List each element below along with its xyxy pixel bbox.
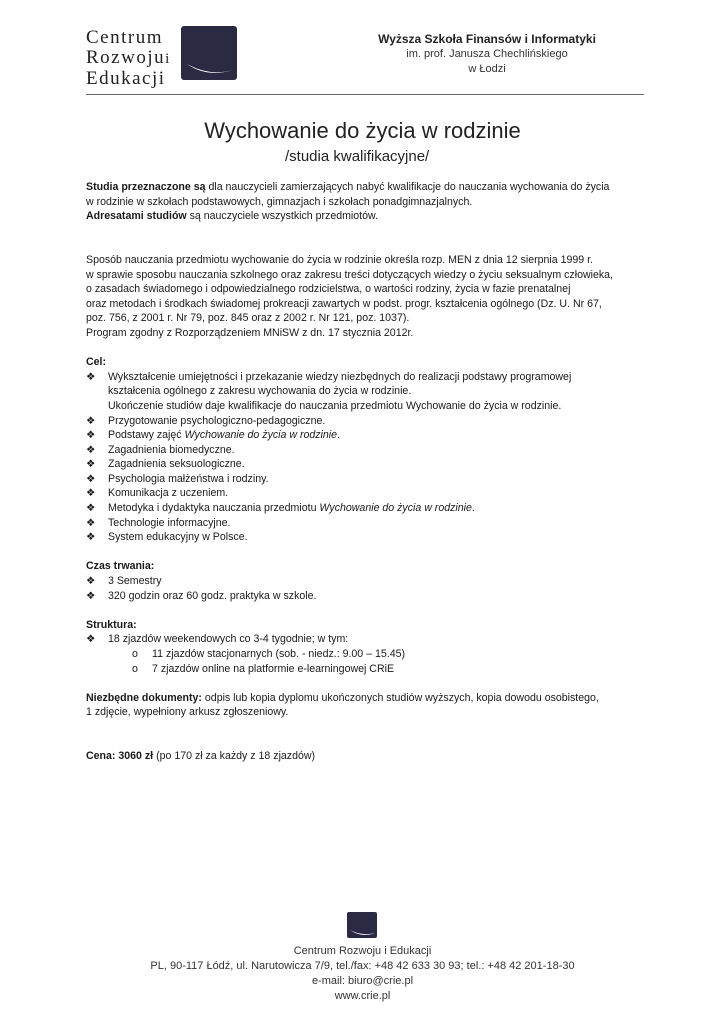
intro-text-1: dla nauczycieli zamierzających nabyć kwalifikacje do nauczania wychowania do życia bbox=[205, 181, 610, 193]
goal-item bbox=[86, 530, 646, 545]
school-name: Wyższa Szkoła Finansów i Informatyki bbox=[378, 32, 596, 46]
price-line bbox=[86, 749, 646, 764]
goal-item-italic: Wychowanie do życia w rodzinie bbox=[319, 502, 472, 515]
method-line: w sprawie sposobu nauczania szkolnego oraz zakresu treści dotyczących wiedzy o życiu seksualnym człowieka, bbox=[86, 268, 613, 281]
intro-text-2: są nauczyciele wszystkich przedmiotów. bbox=[186, 210, 379, 223]
crie-logo-mark-icon bbox=[181, 26, 237, 80]
bullet-icon: ❖ bbox=[86, 414, 96, 427]
bullet-icon: ❖ bbox=[86, 575, 96, 588]
bullet-icon: ❖ bbox=[86, 429, 96, 442]
documents-line1 bbox=[86, 691, 646, 706]
bullet-icon: ❖ bbox=[86, 487, 96, 500]
structure-subitem-text: 7 zjazdów online na platformie e-learningowej CRiE bbox=[152, 662, 395, 675]
goal-item bbox=[86, 501, 646, 516]
logo-line3: Edukacji bbox=[86, 68, 166, 89]
goal-item-text: System edukacyjny w Polsce. bbox=[108, 531, 248, 544]
header-divider bbox=[86, 94, 644, 95]
goal-item-text: . bbox=[471, 502, 475, 515]
sub-bullet-icon: o bbox=[132, 648, 138, 660]
intro-line3 bbox=[86, 209, 646, 224]
goal-item bbox=[86, 443, 646, 458]
intro-line2: w rodzinie w szkołach podstawowych, gimnazjach i szkołach ponadgimnazjalnych. bbox=[86, 195, 473, 208]
documents-line2: 1 zdjęcie, wypełniony arkusz zgłoszeniowy. bbox=[86, 706, 289, 719]
goal-item-text: Przygotowanie psychologiczno-pedagogiczne. bbox=[108, 414, 326, 427]
method-line: o zasadach świadomego i odpowiedzialnego rodzicielstwa, o wartości rodziny, życia w fazie prenatalnej bbox=[86, 283, 571, 296]
bullet-icon: ❖ bbox=[86, 531, 96, 544]
duration-heading: Czas trwania: bbox=[86, 560, 155, 573]
footer-name: Centrum Rozwoju i Edukacji bbox=[293, 945, 432, 957]
school-patron: im. prof. Janusza Chechlińskiego bbox=[406, 48, 568, 60]
goal-item-text: Komunikacja z uczeniem. bbox=[108, 487, 229, 500]
goal-item-text: Podstawy zajęć bbox=[108, 429, 185, 442]
goal-item-text: Technologie informacyjne. bbox=[108, 516, 231, 529]
goal-item-line: Ukończenie studiów daje kwalifikacje do nauczania przedmiotu Wychowanie do życia w rodzinie. bbox=[108, 399, 562, 412]
document-body bbox=[86, 180, 646, 764]
method-line: oraz metodach i środkach świadomej prokreacji zawartych w podst. progr. kształcenia ogólnego (Dz. U. Nr 67, bbox=[86, 297, 602, 310]
page-title: Wychowanie do życia w rodzinie bbox=[204, 118, 521, 143]
structure-subitem bbox=[86, 647, 646, 662]
method-line: Program zgodny z Rozporządzeniem MNiSW z dn. 17 stycznia 2012r. bbox=[86, 326, 414, 339]
bullet-icon: ❖ bbox=[86, 589, 96, 602]
sub-bullet-icon: o bbox=[132, 662, 138, 675]
goal-item-text: Psychologia małżeństwa i rodziny. bbox=[108, 472, 269, 485]
goal-item bbox=[86, 370, 646, 414]
intro-bold-2: Adresatami studiów bbox=[86, 210, 187, 223]
goal-item-italic: Wychowanie do życia w rodzinie bbox=[184, 429, 338, 442]
documents-label: Niezbędne dokumenty: bbox=[86, 691, 202, 704]
bullet-icon: ❖ bbox=[86, 502, 96, 515]
logo-line1: Centrum bbox=[86, 27, 163, 48]
goal-item-text: Zagadnienia biomedyczne. bbox=[108, 443, 235, 456]
bullet-icon: ❖ bbox=[86, 516, 96, 529]
footer-email[interactable]: e-mail: biuro@crie.pl bbox=[311, 975, 414, 987]
method-line: Sposób nauczania przedmiotu wychowanie do życia w rodzinie określa rozp. MEN z dnia 12 sierpnia 1999 r. bbox=[86, 253, 594, 266]
structure-subitem bbox=[86, 662, 646, 677]
bullet-icon: ❖ bbox=[86, 458, 96, 471]
bullet-icon: ❖ bbox=[86, 633, 96, 646]
goal-item bbox=[86, 457, 646, 472]
duration-item-text: 3 Semestry bbox=[108, 575, 162, 588]
duration-item-text: 320 godzin oraz 60 godz. praktyka w szkole. bbox=[108, 589, 317, 602]
goal-item bbox=[86, 414, 646, 429]
structure-subitem-text: 11 zjazdów stacjonarnych (sob. - niedz.: 9.00 – 15.45) bbox=[152, 648, 406, 660]
price-detail: (po 170 zł za każdy z 18 zjazdów) bbox=[153, 750, 316, 763]
footer bbox=[0, 944, 725, 1004]
goal-item-text: . bbox=[337, 429, 340, 442]
school-info bbox=[367, 32, 607, 77]
duration-item bbox=[86, 574, 646, 589]
logo-line2: Rozwoju bbox=[86, 47, 166, 68]
goal-item-line: Wykształcenie umiejętności i przekazanie wiedzy niezbędnych do realizacji podstawy programowej bbox=[108, 370, 572, 383]
goal-item bbox=[86, 486, 646, 501]
goal-item-text: Zagadnienia seksuologiczne. bbox=[108, 458, 245, 471]
footer-address: PL, 90-117 Łódź, ul. Narutowicza 7/9, tel./fax: +48 42 633 30 93; tel.: +48 42 201-18-30 bbox=[150, 960, 575, 972]
footer-logo-icon bbox=[347, 912, 377, 938]
goal-item-line: kształcenia ogólnego z zakresu wychowania do życia w rodzinie. bbox=[108, 385, 412, 398]
structure-item-text: 18 zjazdów weekendowych co 3-4 tygodnie; w tym: bbox=[108, 633, 349, 646]
duration-item bbox=[86, 589, 646, 604]
bullet-icon: ❖ bbox=[86, 472, 96, 485]
structure-item bbox=[86, 632, 646, 647]
bullet-icon: ❖ bbox=[86, 443, 96, 456]
goal-heading: Cel: bbox=[86, 356, 107, 369]
structure-heading: Struktura: bbox=[86, 618, 137, 631]
goal-item bbox=[86, 428, 646, 443]
documents-text: odpis lub kopia dyplomu ukończonych studiów wyższych, kopia dowodu osobistego, bbox=[201, 691, 599, 704]
goal-item bbox=[86, 472, 646, 487]
intro-bold-1: Studia przeznaczone są bbox=[86, 181, 206, 193]
goal-item-text: Metodyka i dydaktyka nauczania przedmiotu bbox=[108, 502, 320, 515]
bullet-icon: ❖ bbox=[86, 370, 96, 383]
intro-line1 bbox=[86, 180, 646, 195]
logo-line2-suffix: i bbox=[165, 51, 171, 67]
page-subtitle: /studia kwalifikacyjne/ bbox=[285, 148, 430, 165]
goal-item bbox=[86, 516, 646, 531]
method-line: poz. 756, z 2001 r. Nr 79, poz. 845 oraz z 2002 r. Nr 121, poz. 1037). bbox=[86, 312, 410, 325]
price-label: Cena: 3060 zł bbox=[86, 750, 154, 763]
footer-website[interactable]: www.crie.pl bbox=[334, 990, 391, 1002]
school-city: w Łodzi bbox=[468, 63, 506, 75]
crie-logo-text bbox=[86, 28, 171, 89]
